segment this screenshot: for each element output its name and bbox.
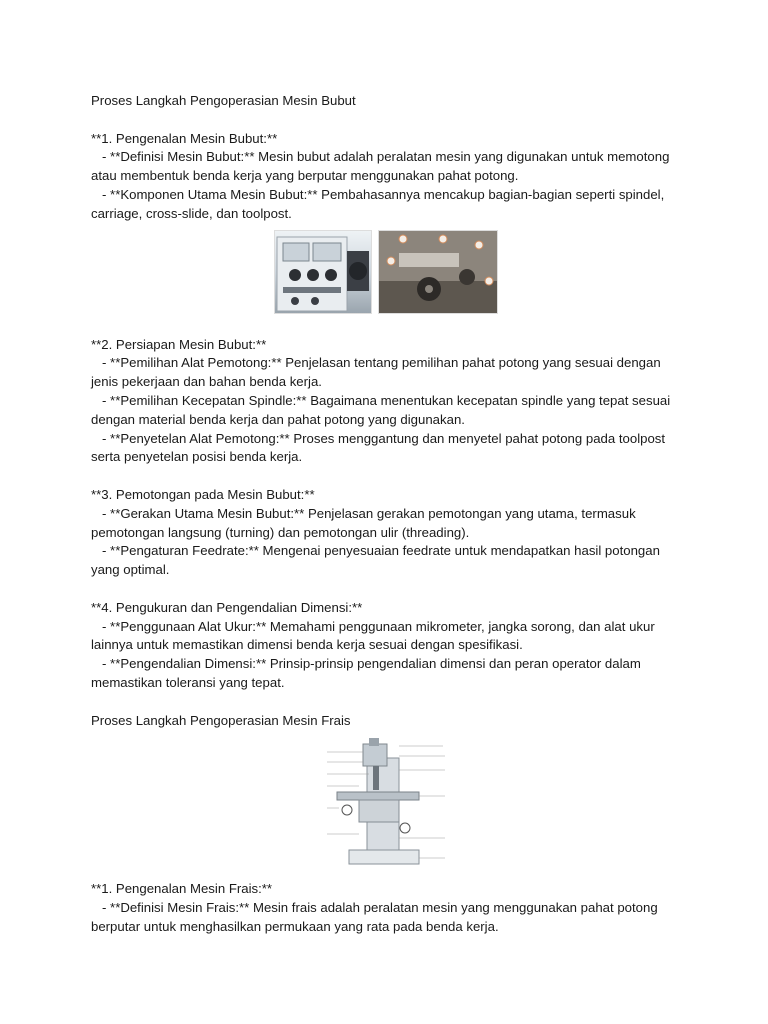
bullet-item [91, 899, 681, 937]
section-heading: **4. Pengukuran dan Pengendalian Dimensi:** [91, 599, 363, 615]
bullet-text: - **Penyetelan Alat Pemotong:** Proses menggantung dan menyetel pahat potong pada toolpost serta penyetelan posisi benda kerja. [91, 430, 666, 465]
bullet-item [91, 542, 681, 580]
bullet-text: - **Definisi Mesin Frais:** Mesin frais adalah peralatan mesin yang menggunakan pahat potong berputar untuk menghasilkan permukaan yang rata pada benda kerja. [91, 900, 658, 934]
title-frais: Proses Langkah Pengoperasian Mesin Frais [91, 712, 351, 728]
bullet-text: - **Gerakan Utama Mesin Bubut:** Penjelasan gerakan pemotongan yang utama, termasuk pemotongan langsung (turning) dan pemotongan ulir (threading). [91, 505, 636, 540]
bullet-item [91, 618, 681, 656]
milling-figure [91, 738, 681, 870]
milling-machine-diagram [319, 738, 453, 870]
bullet-item [91, 148, 681, 186]
section-heading: **3. Pemotongan pada Mesin Bubut:** [91, 486, 315, 502]
bullet-text: - **Definisi Mesin Bubut:** Mesin bubut adalah peralatan mesin yang digunakan untuk memotong atau membentuk benda kerja yang berputar menggunakan pahat potong. [91, 149, 670, 184]
bullet-text: - **Penggunaan Alat Ukur:** Memahami penggunaan mikrometer, jangka sorong, dan alat ukur lainnya untuk memastikan dimensi benda kerja sesuai dengan spesifikasi. [91, 618, 655, 653]
bullet-item [91, 354, 681, 392]
bullet-text: - **Pemilihan Kecepatan Spindle:** Bagaimana menentukan kecepatan spindle yang tepat sesuai dengan material benda kerja dan pahat potong yang digunakan. [91, 392, 671, 427]
bullet-item [91, 505, 681, 543]
bullet-text: - **Pengaturan Feedrate:** Mengenai penyesuaian feedrate untuk mendapatkan hasil potongan yang optimal. [91, 543, 660, 578]
bullet-item [91, 430, 681, 468]
bullet-item [91, 392, 681, 430]
bullet-text: - **Komponen Utama Mesin Bubut:** Pembahasannya mencakup bagian-bagian seperti spindel, carriage, cross-slide, dan toolpost. [91, 186, 665, 221]
bullet-text: - **Pemilihan Alat Pemotong:** Penjelasan tentang pemilihan pahat potong yang sesuai dengan jenis pekerjaan dan bahan benda kerja. [91, 355, 661, 390]
title-bubut: Proses Langkah Pengoperasian Mesin Bubut [91, 93, 356, 108]
spacer [91, 467, 681, 486]
spacer [91, 580, 681, 599]
section-heading: **1. Pengenalan Mesin Frais:** [91, 881, 273, 897]
bullet-item [91, 186, 681, 224]
lathe-carriage-image [378, 230, 498, 314]
lathe-headstock-image [274, 230, 372, 314]
document-content [91, 92, 681, 937]
spacer [91, 693, 681, 712]
section-heading: **1. Pengenalan Mesin Bubut:** [91, 130, 278, 146]
bullet-item [91, 655, 681, 693]
section-heading: **2. Persiapan Mesin Bubut:** [91, 336, 267, 352]
bullet-text: - **Pengendalian Dimensi:** Prinsip-prinsip pengendalian dimensi dan peran operator dalam memastikan toleransi yang tepat. [91, 656, 641, 690]
lathe-figures [91, 230, 681, 330]
